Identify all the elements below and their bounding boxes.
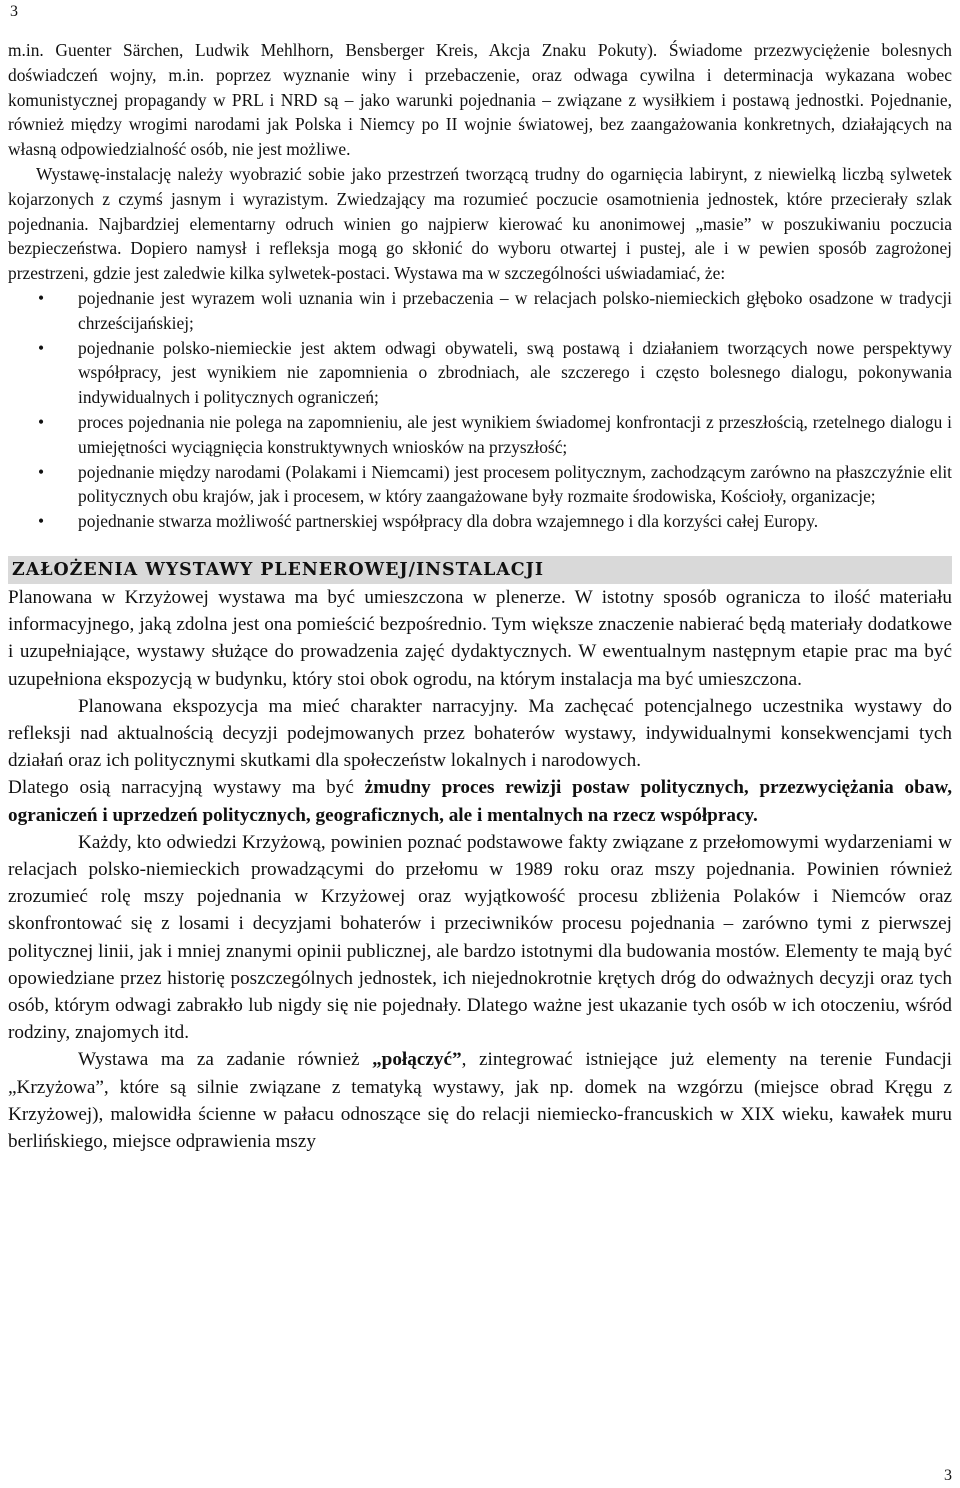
section-paragraph-1: Planowana w Krzyżowej wystawa ma być umieszczona w plenerze. W istotny sposób ogranicza to ilość materiału informacyjnego, jaką zdolna jest ona pomieścić bezpośrednio. Tym większe znaczenie nabierać będą materiały dodatkowe i uzupełniające, wystawy służące do prowadzenia zajęć dydaktycznych. W ewentualnym następnym etapie prac ma być uzupełniona ekspozycją w budynku, który stoi obok ogrodu, na którym instalacja ma być umieszczona. (8, 586, 952, 690)
section-paragraph-2: Planowana ekspozycja ma mieć charakter narracyjny. Ma zachęcać potencjalnego uczestnika wystawy do refleksji nad aktualnością decyzji podejmowanych przez bohaterów wystawy, indywidualnymi konsekwencjami tych działań oraz ich politycznymi skutkami dla społeczeństw lokalnych i narodowych. (8, 695, 952, 772)
bullet-icon: • (38, 411, 45, 432)
list-item-text: proces pojednania nie polega na zapomnieniu, ale jest wynikiem świadomej konfrontacji z przeszłością, rzetelnego dialogu i umiejętności wyciągnięcia konstruktywnych wniosków na przyszłość; (78, 411, 952, 457)
section-paragraph-5-lead: Wystawa ma za zadanie również (78, 1049, 373, 1071)
intro-paragraph-2: Wystawę-instalację należy wyobrazić sobie jako przestrzeń tworzącą trudny do ogarnięcia labirynt, z niewielką liczbą sylwetek kojarzonych z czymś jasnym i wyrazistym. Zwiedzający ma rozumieć poczucie osamotnienia jednostek, które przecierały szlak pojednania. Najbardziej elementarny odruch winien go najpierw kierować ku anonimowej „masie” w poszukiwaniu poczucia bezpieczeństwa. Dopiero namysł i refleksja mogą go skłonić do wyboru otwartej i pustej, ale i w pewien sposób zagrożonej przestrzeni, gdzie jest zaledwie kilka sylwetek-postaci. Wystawa ma w szczególności uświadamiać, że: (8, 163, 952, 284)
list-item-text: pojednanie między narodami (Polakami i Niemcami) jest procesem politycznym, zachodzącym zarówno na płaszczyźnie elit politycznych obu krajów, jak i procesem, w który zaangażowane były rozmaite środowiska, Kościoły, organizacje; (78, 461, 952, 507)
page-number-top: 3 (10, 3, 18, 20)
bullet-icon: • (38, 287, 45, 308)
section-paragraph-5-rest: , zintegrować istniejące już elementy na terenie Fundacji „Krzyżowa”, które są silnie związane z tematyką wystawy, jak np. domek na wzgórzu (miejsce obrad Kręgu z Krzyżowej), malowidła ścienne w pałacu odnoszące się do relacji niemiecko-francuskich w XIX wieku, kawałek muru berlińskiego, miejsce odprawienia mszy (8, 1049, 952, 1152)
bullet-icon: • (38, 337, 45, 358)
section-paragraph-5 (8, 1046, 952, 1155)
list-item (8, 286, 952, 336)
section-paragraph-4: Każdy, kto odwiedzi Krzyżową, powinien poznać podstawowe fakty związane z przełomowymi wydarzeniami w relacjach polsko-niemieckich prowadzącymi do przełomu w 1989 roku oraz mszy pojednania. Powinien również zrozumieć rolę mszy pojednania w Krzyżowej oraz wyjątkowość procesu zbliżenia Polaków i Niemców oraz skonfrontować się z losami i decyzjami bohaterów i przeciwników procesu pojednania – zarówno tymi z pierwszej politycznej linii, jak i mniej znanymi opinii publicznej, ale bardzo istotnymi dla budowania mostów. Elementy te mają być opowiedziane przez historię poszczególnych jednostek, ich niejednokrotnie krętych dróg do odważnych decyzji oraz tych osób, którym odwagi zabrakło lub nigdy się nie pojednały. Dlatego ważne jest ukazanie tych osób w ich otoczeniu, wśród rodziny, znajomych itd. (8, 831, 952, 1044)
section-paragraph-5-emphasis: „połączyć” (372, 1049, 462, 1071)
list-item-text: pojednanie jest wyrazem woli uznania win i przebaczenia – w relacjach polsko-niemieckich głęboko osadzone w tradycji chrześcijańskiej; (78, 287, 952, 333)
list-item-text: pojednanie stwarza możliwość partnerskiej współpracy dla dobra wzajemnego i dla korzyści całej Europy. (78, 511, 819, 532)
list-item (8, 460, 952, 510)
section-paragraph-3-lead: Dlatego osią narracyjną wystawy ma być (8, 777, 365, 799)
page-number-bottom: 3 (944, 1467, 952, 1484)
list-item-text: pojednanie polsko-niemieckie jest aktem odwagi obywateli, swą postawą i działaniem tworzących nowe perspektywy współpracy, jest wynikiem nie zapomnienia o zbrodniach, ale szczerego i często bolesnego dialogu, pokonywania indywidualnych i politycznych ograniczeń; (78, 337, 952, 408)
section-paragraph-3-emphasis: żmudny proces rewizji postaw politycznych, przezwyciężania obaw, ograniczeń i uprzedzeń politycznych, geograficznych, ale i mentalnych na rzecz współpracy. (8, 777, 952, 826)
section-paragraph-3 (8, 774, 952, 828)
bullet-icon: • (38, 511, 45, 532)
list-item (8, 509, 952, 534)
list-item (8, 336, 952, 410)
section-heading: ZAŁOŻENIA WYSTAWY PLENEROWEJ/INSTALACJI (8, 556, 952, 584)
intro-block (8, 38, 952, 534)
bullet-list (8, 286, 952, 534)
document-body (8, 38, 952, 1155)
bullet-icon: • (38, 461, 45, 482)
intro-paragraph-1: m.in. Guenter Särchen, Ludwik Mehlhorn, Bensberger Kreis, Akcja Znaku Pokuty). Świadome przezwyciężenie bolesnych doświadczeń wojny, m.in. poprzez wyznanie winy i przebaczenie, oraz odwaga cywilna i determinacja wykazana wobec komunistycznej propagandy w PRL i NRD są – jako warunki pojednania – związane z wysiłkiem i postawą jednostki. Pojednanie, również między wrogimi narodami jak Polska i Niemcy po II wojnie światowej, bez zaangażowania konkretnych, działających na własną odpowiedzialność osób, nie jest możliwe. (8, 40, 952, 160)
list-item (8, 410, 952, 460)
section-block (8, 584, 952, 1155)
